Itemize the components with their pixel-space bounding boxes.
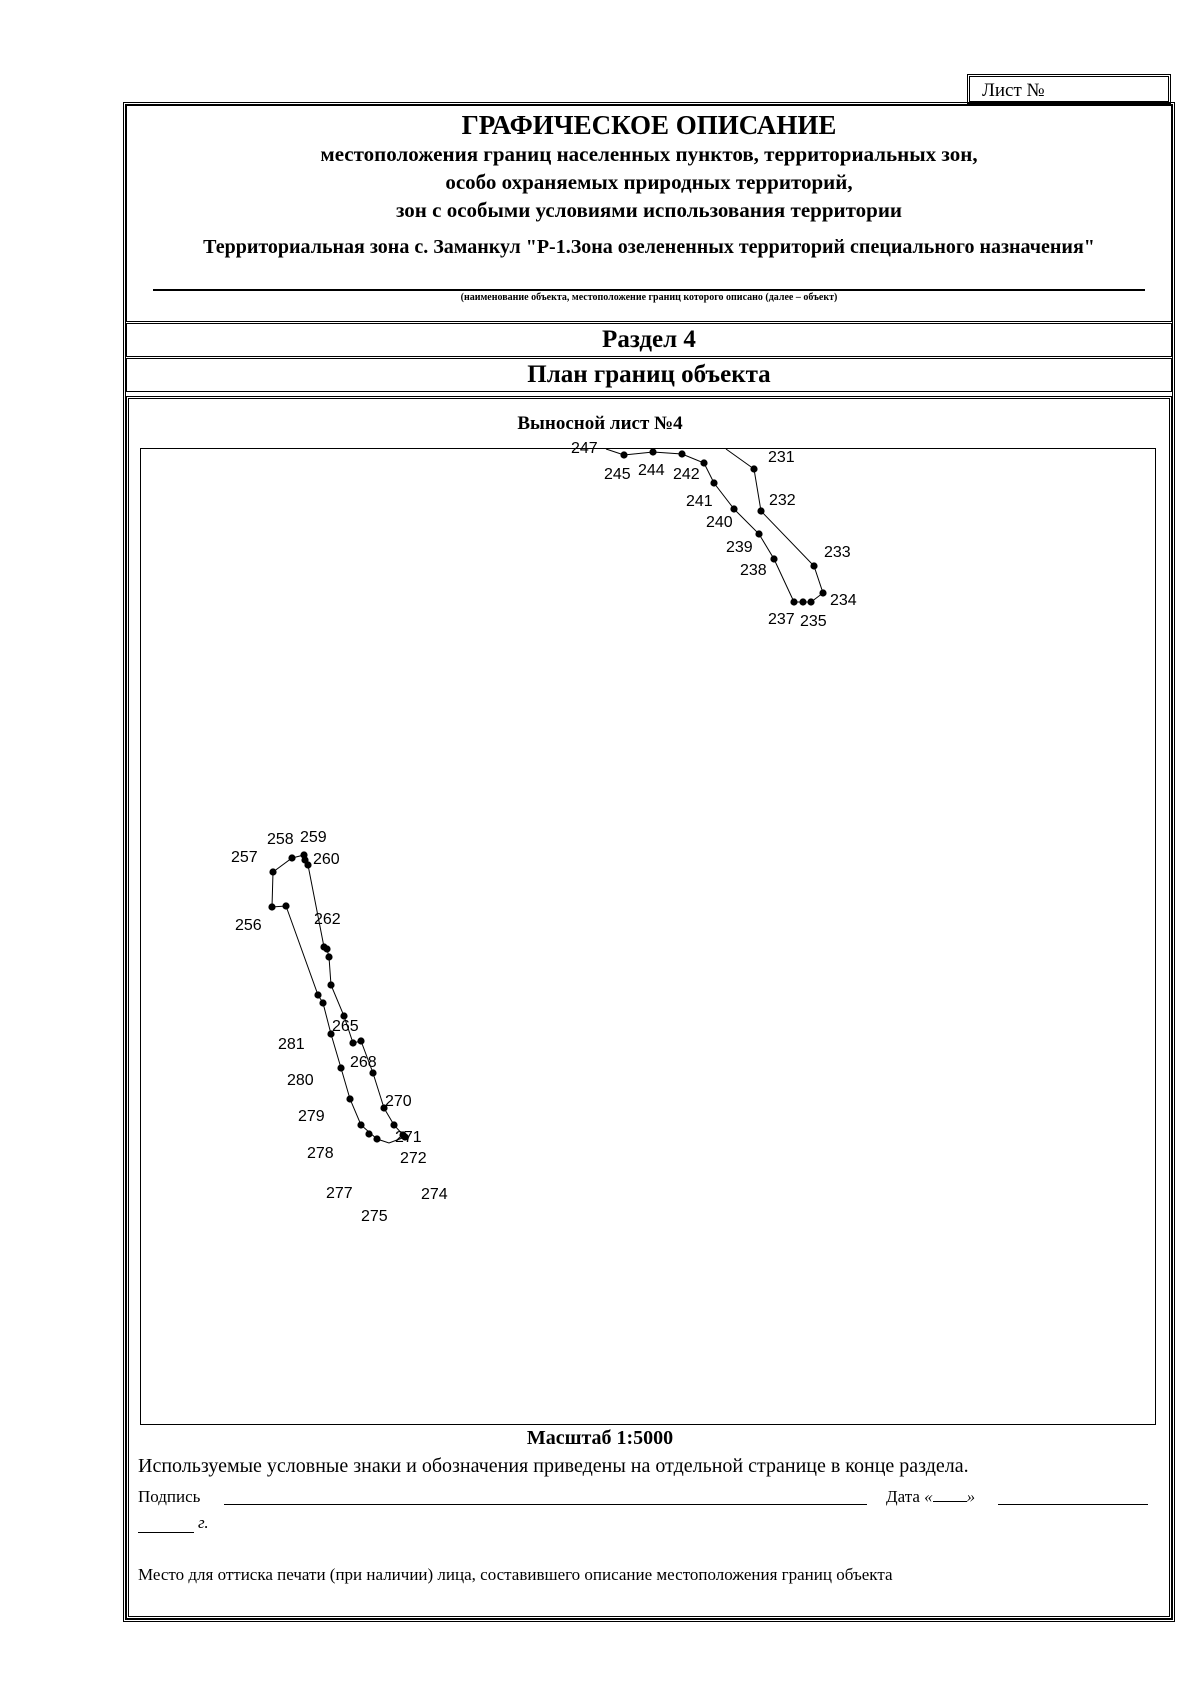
label-275: 275 [361,1208,388,1225]
sheet-number-box [967,74,1171,104]
date-label: Дата [886,1487,920,1506]
label-265: 265 [332,1018,359,1035]
label-274: 274 [421,1186,448,1203]
object-name-underline [153,289,1145,291]
date-month-line[interactable] [998,1504,1148,1505]
subtitle-line-2: особо охраняемых природных территорий, [445,170,853,194]
label-257: 257 [231,849,258,866]
map-scale: Масштаб 1:5000 [526,1427,674,1449]
point-234 [819,589,826,596]
point-282 [314,991,321,998]
point-242b [700,459,707,466]
date-close-quote: » [966,1487,976,1506]
label-240: 240 [706,514,733,531]
label-234: 234 [830,592,857,609]
point-272 [390,1121,397,1128]
label-258: 258 [267,831,294,848]
point-232 [757,507,764,514]
document-header [126,105,1172,322]
point-265 [327,981,334,988]
label-262: 262 [314,911,341,928]
label-245: 245 [604,466,631,483]
label-279: 279 [298,1108,325,1125]
point-263 [323,945,330,952]
point-235 [807,598,814,605]
date-field [886,1487,975,1507]
document-title: ГРАФИЧЕСКОЕ ОПИСАНИЕ [461,110,837,140]
stamp-note: Место для оттиска печати (при наличии) лица, составившего описание местоположения границ объекта [138,1565,893,1584]
subtitle-line-3: зон с особыми условиями использования территории [395,198,903,222]
label-232: 232 [769,492,796,509]
upper-boundary-right [726,449,823,602]
label-281: 281 [278,1036,305,1053]
label-256: 256 [235,917,262,934]
point-281 [319,999,326,1006]
year-row [138,1513,209,1533]
signature-line[interactable] [224,1504,867,1505]
label-272: 272 [400,1150,427,1167]
section-title: Раздел 4 [126,323,1172,357]
point-242 [678,450,685,457]
label-278: 278 [307,1145,334,1162]
label-259: 259 [300,829,327,846]
label-242: 242 [673,466,700,483]
point-240 [730,505,737,512]
point-238 [770,555,777,562]
point-279 [337,1064,344,1071]
label-237: 237 [768,611,795,628]
date-day-blank[interactable] [933,1501,967,1502]
object-name: Территориальная зона с. Заманкул "Р-1.Зона озелененных территорий специального назначения" [203,236,1095,258]
point-276 [365,1130,372,1137]
boundary-plan-svg [141,440,1157,1426]
sheet-number-label: Лист № [982,80,1045,101]
signature-label: Подпись [138,1487,201,1506]
point-231 [750,465,757,472]
label-260: 260 [313,851,340,868]
label-238: 238 [740,562,767,579]
point-257 [269,868,276,875]
point-268 [357,1037,364,1044]
upper-boundary-left [606,449,794,602]
label-244: 244 [638,462,665,479]
point-237 [790,598,797,605]
label-270: 270 [385,1093,412,1110]
label-233: 233 [824,544,851,561]
point-241 [710,479,717,486]
year-blank[interactable] [138,1532,194,1533]
point-278 [346,1095,353,1102]
label-231: 231 [768,449,795,466]
boundary-plan-map [140,440,1156,1425]
point-264 [325,953,332,960]
label-239: 239 [726,539,753,556]
label-277: 277 [326,1185,353,1202]
point-277 [357,1121,364,1128]
subtitle-line-1: местоположения границ населенных пунктов, территориальных зон, [320,142,978,166]
plan-title: План границ объекта [126,358,1172,392]
point-275 [373,1135,380,1142]
point-258 [288,854,295,861]
label-280: 280 [287,1072,314,1089]
date-open-quote: « [924,1487,933,1506]
annex-sheet-title: Выносной лист №4 [517,413,683,434]
point-239 [755,530,762,537]
point-256 [268,903,275,910]
label-247: 247 [571,440,598,457]
point-244 [649,448,656,455]
legend-note: Используемые условные знаки и обозначения приведены на отдельной странице в конце раздела. [138,1455,969,1477]
point-267 [349,1039,356,1046]
point-245 [620,451,627,458]
object-name-caption: (наименование объекта, местоположение границ которого описано (далее – объект) [460,292,838,303]
point-256b [282,902,289,909]
label-235: 235 [800,613,827,630]
point-261 [304,861,311,868]
label-271: 271 [395,1129,422,1146]
point-236 [799,598,806,605]
point-233 [810,562,817,569]
label-241: 241 [686,493,713,510]
label-268: 268 [350,1054,377,1071]
year-suffix: г. [198,1513,209,1532]
